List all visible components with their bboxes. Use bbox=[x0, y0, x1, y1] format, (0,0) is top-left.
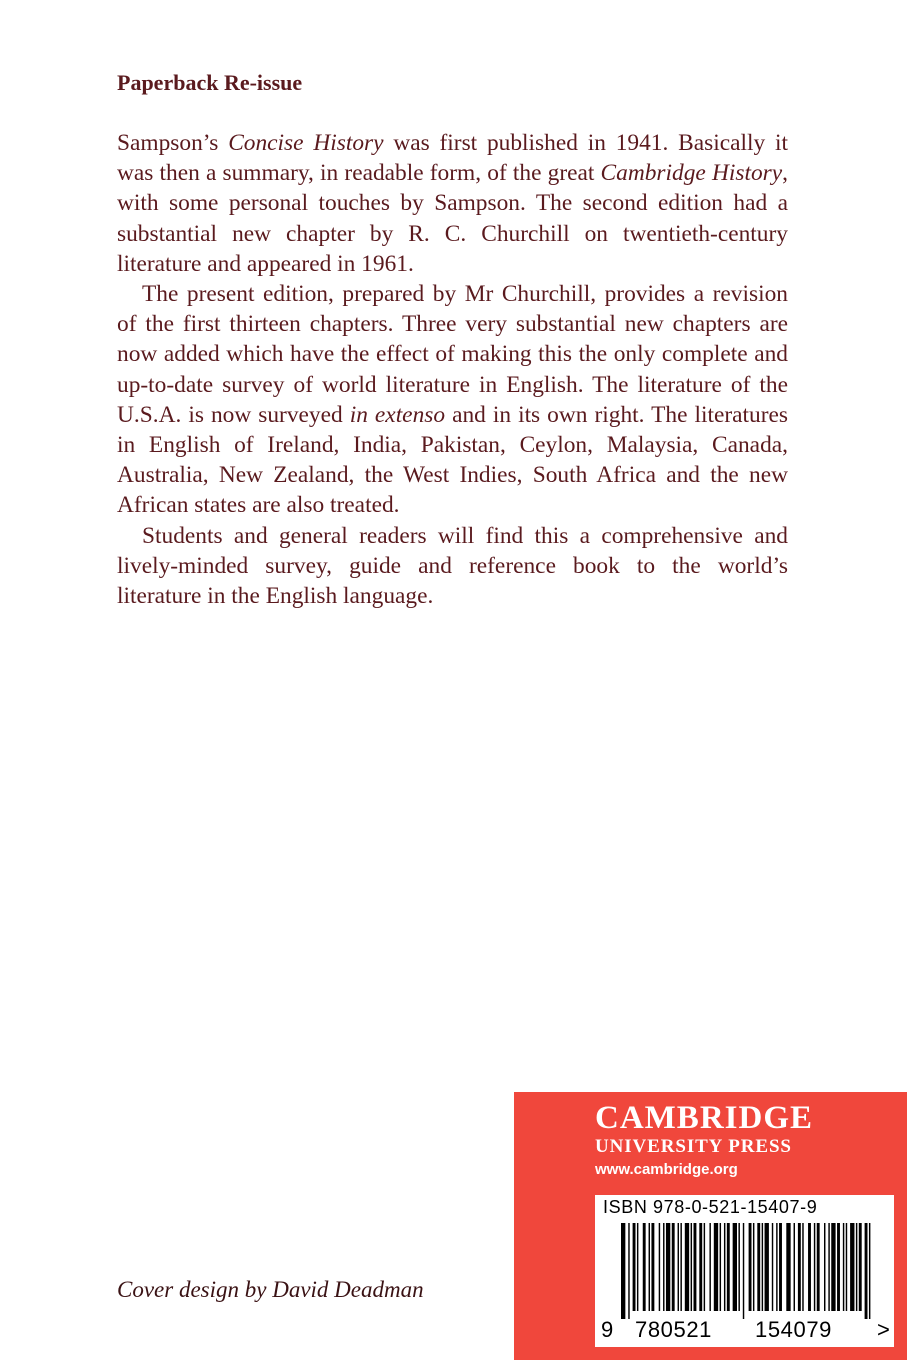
barcode-bar bbox=[786, 1223, 790, 1311]
barcode-bar bbox=[733, 1223, 737, 1311]
barcode-bar bbox=[850, 1223, 854, 1311]
barcode-bar bbox=[699, 1223, 702, 1311]
barcode-bar bbox=[776, 1223, 777, 1311]
barcode-bar bbox=[859, 1223, 862, 1311]
barcode-bar bbox=[762, 1223, 763, 1311]
barcode-bar bbox=[843, 1223, 844, 1311]
barcode-chevron: > bbox=[877, 1317, 891, 1342]
barcode-bar bbox=[643, 1223, 646, 1311]
barcode-bar bbox=[772, 1223, 773, 1311]
barcode-bar bbox=[846, 1223, 847, 1311]
barcode-bar bbox=[794, 1223, 795, 1311]
barcode-bar bbox=[633, 1223, 636, 1311]
barcode-bar bbox=[691, 1223, 692, 1311]
barcode-bar bbox=[727, 1223, 730, 1311]
barcode-bar bbox=[678, 1223, 679, 1311]
cover-credit: Cover design by David Deadman bbox=[117, 1277, 424, 1302]
barcode-bar bbox=[828, 1223, 829, 1311]
barcode-bar bbox=[824, 1223, 825, 1311]
paragraph-2: The present edition, prepared by Mr Churchill, provides a revision of the first thirteen chapters. Three very substantial new chapters are now added which have the effect of making this the only complete and up-to-date survey of world literature in English. The literature of the U.S.A. is now surveyed in extenso and in its own right. The literatures in English of Ireland, India, Pakistan, Ceylon, Malaysia, Canada, Australia, New Zealand, the West Indies, South Africa and the new African states are also treated. bbox=[117, 281, 788, 519]
barcode-digits bbox=[595, 1317, 894, 1347]
barcode-bar bbox=[798, 1223, 801, 1311]
barcode-bar bbox=[724, 1223, 725, 1311]
barcode-bar bbox=[709, 1223, 710, 1311]
barcode-bar bbox=[757, 1223, 760, 1311]
barcode-bar bbox=[704, 1223, 705, 1311]
barcode-bar bbox=[685, 1223, 689, 1311]
publisher-url: www.cambridge.org bbox=[595, 1161, 738, 1178]
barcode-bar bbox=[637, 1223, 638, 1311]
barcode-bar bbox=[831, 1223, 835, 1311]
barcode-digits-right: 154079 bbox=[755, 1317, 833, 1342]
barcode-bar bbox=[814, 1223, 815, 1311]
barcode-bar bbox=[743, 1223, 744, 1319]
barcode-bar bbox=[837, 1223, 840, 1311]
barcode bbox=[595, 1195, 894, 1347]
barcode-bar bbox=[856, 1223, 857, 1311]
barcode-bar bbox=[765, 1223, 769, 1311]
section-heading: Paperback Re-issue bbox=[117, 70, 303, 95]
barcode-bar bbox=[663, 1223, 664, 1311]
barcode-bar bbox=[808, 1223, 811, 1311]
barcode-bar bbox=[802, 1223, 803, 1311]
barcode-bar bbox=[749, 1223, 752, 1311]
paragraph-3: Students and general readers will find this a comprehensive and lively-minded survey, guide and reference book to the world’s literature in the English language. bbox=[117, 522, 788, 610]
barcode-bar bbox=[621, 1223, 625, 1319]
barcode-bar bbox=[738, 1223, 739, 1311]
barcode-digit-lead: 9 bbox=[601, 1317, 614, 1342]
barcode-bar bbox=[666, 1223, 670, 1311]
barcode-bar bbox=[869, 1223, 870, 1319]
barcode-digits-left: 780521 bbox=[635, 1317, 713, 1342]
barcode-bar bbox=[753, 1223, 754, 1311]
barcode-bar bbox=[694, 1223, 697, 1311]
isbn-label: ISBN 978-0-521-15407-9 bbox=[603, 1197, 818, 1217]
barcode-bar bbox=[672, 1223, 675, 1311]
publisher-block bbox=[514, 1092, 907, 1360]
barcode-bar bbox=[865, 1223, 868, 1319]
barcode-bar bbox=[779, 1223, 782, 1311]
barcode-bar bbox=[680, 1223, 681, 1311]
barcode-bar bbox=[714, 1223, 718, 1311]
barcode-bar bbox=[651, 1223, 654, 1311]
barcode-bar bbox=[649, 1223, 650, 1311]
barcode-bar bbox=[720, 1223, 721, 1311]
barcode-bar bbox=[628, 1223, 629, 1319]
publisher-name: CAMBRIDGE bbox=[595, 1100, 814, 1136]
publisher-subtitle: UNIVERSITY PRESS bbox=[595, 1136, 792, 1157]
paragraph-1: Sampson’s Concise History was first published in 1941. Basically it was then a summary, in readable form, of the great Cambridge History, with some personal touches by Sampson. The second edition had a substantial new chapter by R. C. Churchill on twentieth-century literature and appeared in 1961. bbox=[117, 130, 788, 277]
barcode-bars bbox=[595, 1223, 894, 1319]
barcode-bar bbox=[817, 1223, 820, 1311]
barcode-bar bbox=[659, 1223, 660, 1311]
blurb bbox=[117, 128, 788, 611]
